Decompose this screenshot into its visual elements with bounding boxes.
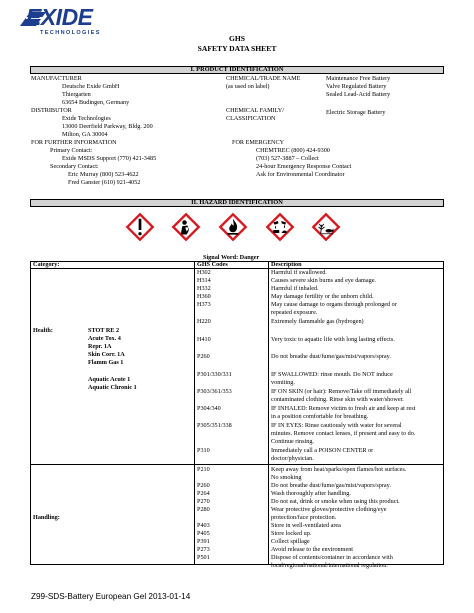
desc-p304-line-2: in a position comfortable for breathing. bbox=[271, 413, 369, 420]
code-p301: P301/330/331 bbox=[197, 371, 232, 378]
distributor-line-3: Milton, GA 30004 bbox=[62, 131, 108, 138]
desc-p260-handling: Do not breathe dust/fume/gas/mist/vapors/spray. bbox=[271, 482, 391, 489]
aquatic-category-2: Aquatic Chronic 1 bbox=[88, 384, 137, 391]
desc-h314: Causes severe skin burns and eye damage. bbox=[271, 277, 376, 284]
emergency-label: FOR EMERGENCY bbox=[232, 139, 285, 146]
desc-p304-line-1: IF INHALED: Remove victim to fresh air and keep at rest bbox=[271, 405, 416, 412]
desc-h332: Harmful if inhaled. bbox=[271, 285, 319, 292]
health-category-1: STOT RE 2 bbox=[88, 327, 120, 334]
signal-word: Signal Word: Danger bbox=[203, 254, 260, 261]
desc-h373-line-1: May cause damage to organs through prolonged or bbox=[271, 301, 397, 308]
primary-contact-label: Primary Contact: bbox=[50, 147, 93, 154]
secondary-contact-line-1: Eric Murray (800) 523-4622 bbox=[68, 171, 139, 178]
section1-heading: I. PRODUCT IDENTIFICATION bbox=[30, 66, 444, 74]
code-p260-health: P260 bbox=[197, 353, 210, 360]
code-p303: P303/361/353 bbox=[197, 388, 232, 395]
desc-p273: Avoid release to the environment bbox=[271, 546, 354, 553]
desc-p310-line-2: doctor/physician. bbox=[271, 455, 314, 462]
chem-family-value: Electric Storage Battery bbox=[326, 109, 386, 116]
aquatic-category-1: Aquatic Acute 1 bbox=[88, 376, 131, 383]
code-p260-handling: P260 bbox=[197, 482, 210, 489]
manufacturer-label: MANUFACTURER bbox=[31, 75, 82, 82]
code-p403: P403 bbox=[197, 522, 210, 529]
desc-p403: Store in well-ventilated area bbox=[271, 522, 341, 529]
desc-h373-line-2: repeated exposure. bbox=[271, 309, 318, 316]
manufacturer-line-1: Deutsche Exide GmbH bbox=[62, 83, 120, 90]
code-p405: P405 bbox=[197, 530, 210, 537]
code-p273: P273 bbox=[197, 546, 210, 553]
code-p310: P310 bbox=[197, 447, 210, 454]
emergency-line-1: CHEMTREC (800) 424-9300 bbox=[256, 147, 330, 154]
desc-p305-line-3: Continue rinsing. bbox=[271, 438, 314, 445]
chem-trade-value-3: Sealed Lead-Acid Battery bbox=[326, 91, 391, 98]
chem-family-label-2: CLASSIFICATION bbox=[226, 115, 276, 122]
primary-contact-value: Exide MSDS Support (770) 421-3485 bbox=[62, 155, 157, 162]
desc-p501-line-1: Dispose of contents/container in accordance with bbox=[271, 554, 393, 561]
hazard-table-section-rule bbox=[30, 464, 444, 465]
code-h302: H302 bbox=[197, 269, 211, 276]
hazard-table-col-divider-1 bbox=[194, 261, 195, 565]
chem-trade-value-2: Valve Regulated Battery bbox=[326, 83, 387, 90]
logo-brand: EXIDE bbox=[26, 4, 93, 30]
desc-p303-line-2: contaminated clothing. Rinse skin with water/shower. bbox=[271, 396, 404, 403]
code-p280: P280 bbox=[197, 506, 210, 513]
desc-p280-line-1: Wear protective gloves/protective clothing/eye bbox=[271, 506, 387, 513]
desc-p270: Do not eat, drink or smoke when using this product. bbox=[271, 498, 400, 505]
manufacturer-line-3: 63654 Budingen, Germany bbox=[62, 99, 130, 106]
desc-p303-line-1: IF ON SKIN (or hair): Remove/Take off immediately all bbox=[271, 388, 412, 395]
emergency-line-3: 24-hour Emergency Response Contact bbox=[256, 163, 352, 170]
secondary-contact-label: Secondary Contact: bbox=[50, 163, 99, 170]
doc-title-ghs: GHS bbox=[228, 34, 246, 43]
code-p264: P264 bbox=[197, 490, 210, 497]
corrosion-icon bbox=[265, 212, 295, 242]
desc-p280-line-2: protection/face protection. bbox=[271, 514, 337, 521]
code-p391: P391 bbox=[197, 538, 210, 545]
chem-family-label-1: CHEMICAL FAMILY/ bbox=[226, 107, 284, 114]
code-p501: P501 bbox=[197, 554, 210, 561]
desc-p260-health: Do not breathe dust/fume/gas/mist/vapors/spray. bbox=[271, 353, 391, 360]
health-label: Health: bbox=[33, 327, 53, 334]
flame-icon bbox=[218, 212, 248, 242]
code-p270: P270 bbox=[197, 498, 210, 505]
desc-p501-line-2: local/regional/national/international regulation. bbox=[271, 562, 388, 569]
chem-trade-label: CHEMICAL/TRADE NAME bbox=[226, 75, 301, 82]
logo-subtitle: TECHNOLOGIES bbox=[40, 30, 101, 36]
desc-p305-line-1: IF IN EYES: Rinse cautiously with water for several bbox=[271, 422, 402, 429]
desc-h220: Extremely flammable gas (hydrogen) bbox=[271, 318, 364, 325]
health-hazard-icon bbox=[171, 212, 201, 242]
manufacturer-line-2: Thiergarten bbox=[62, 91, 91, 98]
code-h332: H332 bbox=[197, 285, 211, 292]
further-info-label: FOR FURTHER INFORMATION bbox=[31, 139, 117, 146]
desc-h360: May damage fertility or the unborn child. bbox=[271, 293, 374, 300]
desc-p301-line-1: IF SWALLOWED: rinse mouth. Do NOT induce bbox=[271, 371, 393, 378]
footer-doc-id: Z99-SDS-Battery European Gel 2013-01-14 bbox=[31, 592, 191, 601]
doc-title-sds: SAFETY DATA SHEET bbox=[197, 44, 277, 53]
desc-p210-line-1: Keep away from heat/sparks/open flames/hot surfaces. bbox=[271, 466, 407, 473]
desc-p310-line-1: Immediately call a POISON CENTER or bbox=[271, 447, 374, 454]
code-p305: P305/351/338 bbox=[197, 422, 232, 429]
desc-p391: Collect spillage bbox=[271, 538, 310, 545]
emergency-line-2: (703) 527-3887 – Collect bbox=[256, 155, 319, 162]
environment-icon bbox=[311, 212, 341, 242]
section2-heading: II. HAZARD IDENTIFICATION bbox=[30, 199, 444, 207]
hazard-table-col-divider-2 bbox=[268, 261, 269, 565]
handling-label: Handling: bbox=[33, 514, 60, 521]
code-h373: H373 bbox=[197, 301, 211, 308]
health-category-3: Repr. 1A bbox=[88, 343, 112, 350]
code-p304: P304/340 bbox=[197, 405, 221, 412]
distributor-label: DISTRIBUTOR bbox=[31, 107, 72, 114]
col-header-category: Category: bbox=[33, 261, 60, 268]
distributor-line-1: Exide Technologies bbox=[62, 115, 111, 122]
desc-h410: Very toxic to aquatic life with long lasting effects. bbox=[271, 336, 395, 343]
distributor-line-2: 13000 Deerfield Parkway, Bldg. 200 bbox=[62, 123, 153, 130]
health-category-5: Flamm Gas 1 bbox=[88, 359, 124, 366]
desc-p405: Store locked up. bbox=[271, 530, 312, 537]
col-header-codes: GHS Codes bbox=[197, 261, 228, 268]
code-h410: H410 bbox=[197, 336, 211, 343]
health-category-2: Acute Tox. 4 bbox=[88, 335, 121, 342]
desc-h302: Harmful if swallowed. bbox=[271, 269, 327, 276]
pictogram-row bbox=[125, 212, 355, 248]
health-category-4: Skin Corr. 1A bbox=[88, 351, 125, 358]
desc-p305-line-2: minutes. Remove contact lenses, if present and easy to do. bbox=[271, 430, 416, 437]
desc-p301-line-2: vomiting. bbox=[271, 379, 295, 386]
col-header-description: Description bbox=[271, 261, 302, 268]
chem-trade-value-1: Maintenance Free Battery bbox=[326, 75, 391, 82]
desc-p210-line-2: No smoking bbox=[271, 474, 302, 481]
hazard-table-header-rule bbox=[30, 268, 444, 269]
code-h360: H360 bbox=[197, 293, 211, 300]
emergency-line-4: Ask for Environmental Coordinator bbox=[256, 171, 345, 178]
chem-trade-sub: (as used on label) bbox=[226, 83, 270, 90]
desc-p264: Wash thoroughly after handling. bbox=[271, 490, 351, 497]
exclamation-mark-icon bbox=[125, 212, 155, 242]
code-h220: H220 bbox=[197, 318, 211, 325]
code-p210: P210 bbox=[197, 466, 210, 473]
code-h314: H314 bbox=[197, 277, 211, 284]
secondary-contact-line-2: Fred Ganster (610) 921-4052 bbox=[68, 179, 141, 186]
